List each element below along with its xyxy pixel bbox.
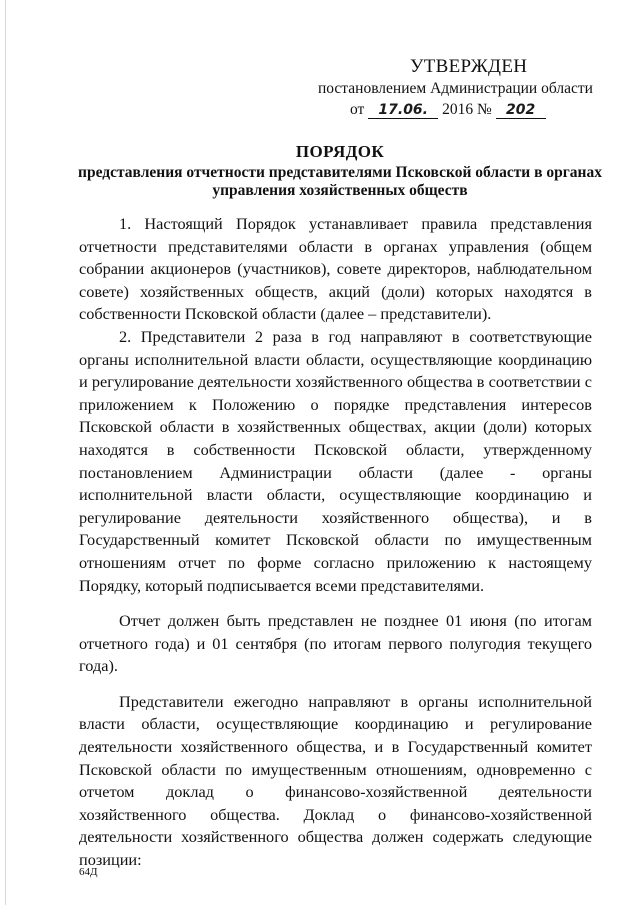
footer-code: 64Д (79, 866, 98, 878)
document-body (79, 213, 592, 872)
approval-number: 202 (496, 102, 546, 119)
approval-by: постановлением Администрации области (318, 80, 593, 97)
approval-date: 17.06. (368, 102, 438, 119)
approval-date-line (318, 100, 618, 119)
approval-year: 2016 № (442, 101, 492, 118)
scan-edge (5, 0, 6, 905)
paragraph-3: Отчет должен быть представлен не позднее 01 июня (по итогам отчетного года) и 01 сентября (по итогам первого полугодия текущего года). (79, 611, 592, 676)
approval-title: УТВЕРЖДЕН (410, 56, 528, 77)
approval-stamp (318, 56, 618, 119)
paragraph-4: Представители ежегодно направляют в органы исполнительной власти области, осуществляющие координацию и регулирование деятельности хозяйственного общества, и в Государственный комитет Псковской области по имущественным отношениям, одновременно с отчетом доклад о финансово-хозяйственной деятельности хозяйственного общества. Доклад о финансово-хозяйственной деятельности хозяйственного общества должен содержать следующие позиции: (79, 691, 592, 870)
document-subtitle: представления отчетности представителями Псковской области в органах управления хозяйственных обществ (78, 164, 602, 199)
paragraph-2: 2. Представители 2 раза в год направляют в соответствующие органы исполнительной власти области, осуществляющие координацию и регулирование деятельности хозяйственного общества в соответствии с приложением к Положению о порядке представления интересов Псковской области в хозяйственных обществах, акции (доли) которых находятся в собственности Псковской области, утвержденному постановлением Администрации области (далее - органы исполнительной власти области, осуществляющие координацию и регулирование деятельности хозяйственного общества), и в Государственный комитет Псковской области по имущественным отношениям отчет по форме согласно приложению к настоящему Порядку, который подписывается всеми представителями. (79, 326, 592, 595)
document-heading (70, 142, 610, 200)
approval-from-label: от (350, 101, 365, 118)
paragraph-1: 1. Настоящий Порядок устанавливает правила представления отчетности представителями области в органах управления (общем собрании акционеров (участников), совете директоров, наблюдательном совете) хозяйственных обществ, акций (доли) которых находятся в собственности Псковской области (далее – представители). (79, 214, 592, 324)
document-title: ПОРЯДОК (295, 142, 385, 161)
